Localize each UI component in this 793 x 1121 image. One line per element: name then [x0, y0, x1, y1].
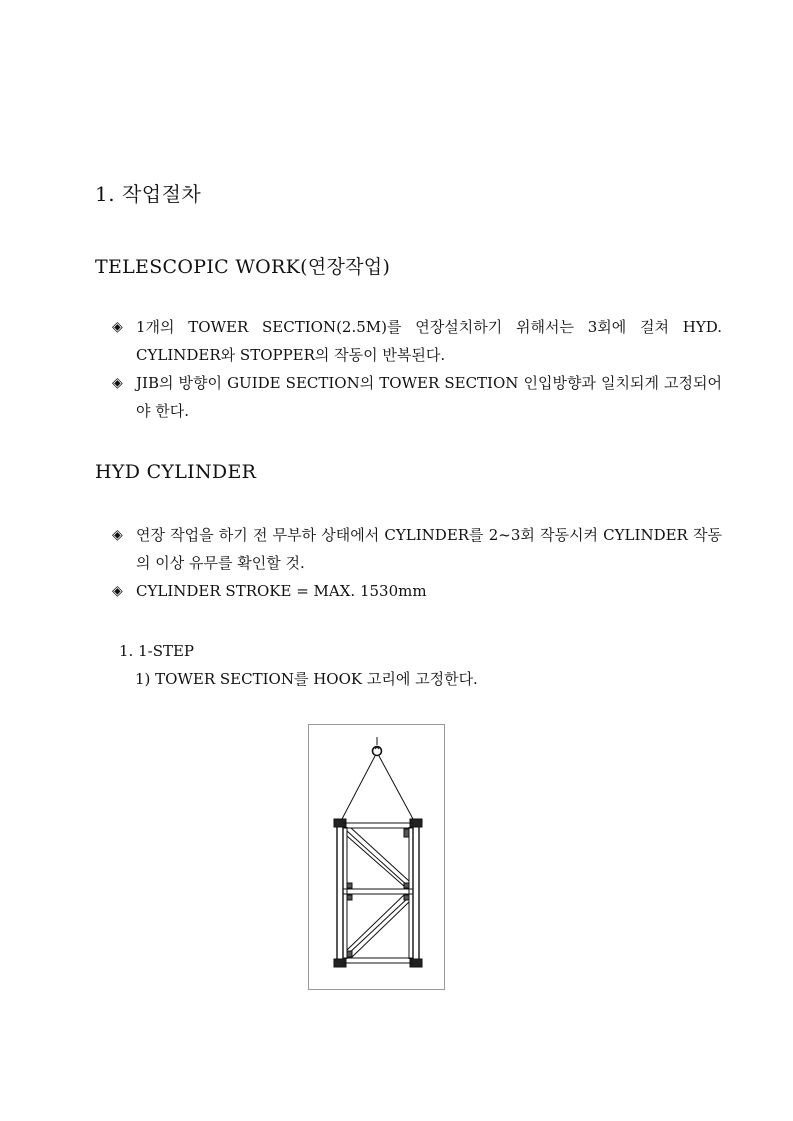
bullet-text: JIB의 방향이 GUIDE SECTION의 TOWER SECTION 인입방향과 일치되게 고정되어야 한다. — [136, 374, 722, 420]
list-item — [112, 369, 722, 425]
diamond-bullet-icon: ◈ — [112, 319, 123, 335]
bullet-text: 연장 작업을 하기 전 무부하 상태에서 CYLINDER를 2~3회 작동시켜 CYLINDER 작동의 이상 유무를 확인할 것. — [136, 526, 722, 572]
bullet-text: CYLINDER STROKE = MAX. 1530mm — [136, 582, 427, 600]
tower-section-figure — [308, 724, 445, 990]
section-title-telescopic: TELESCOPIC WORK(연장작업) — [95, 256, 391, 278]
tower-section-hook-diagram-icon — [309, 725, 444, 989]
step-block — [119, 637, 478, 693]
diamond-bullet-icon: ◈ — [112, 583, 123, 599]
list-item — [112, 521, 722, 577]
bullet-text: 1개의 TOWER SECTION(2.5M)를 연장설치하기 위해서는 3회에 걸쳐 HYD. CYLINDER와 STOPPER의 작동이 반복된다. — [136, 318, 722, 364]
telescopic-bullet-list — [112, 313, 722, 425]
page-heading: 1. 작업절차 — [95, 182, 202, 206]
cylinder-bullet-list — [112, 521, 722, 605]
list-item — [112, 577, 722, 605]
diamond-bullet-icon: ◈ — [112, 527, 123, 543]
list-item — [112, 313, 722, 369]
diamond-bullet-icon: ◈ — [112, 375, 123, 391]
section-title-hyd-cylinder: HYD CYLINDER — [95, 461, 257, 483]
step-title: 1. 1-STEP — [119, 642, 195, 660]
step-item: 1) TOWER SECTION를 HOOK 고리에 고정한다. — [135, 670, 478, 688]
